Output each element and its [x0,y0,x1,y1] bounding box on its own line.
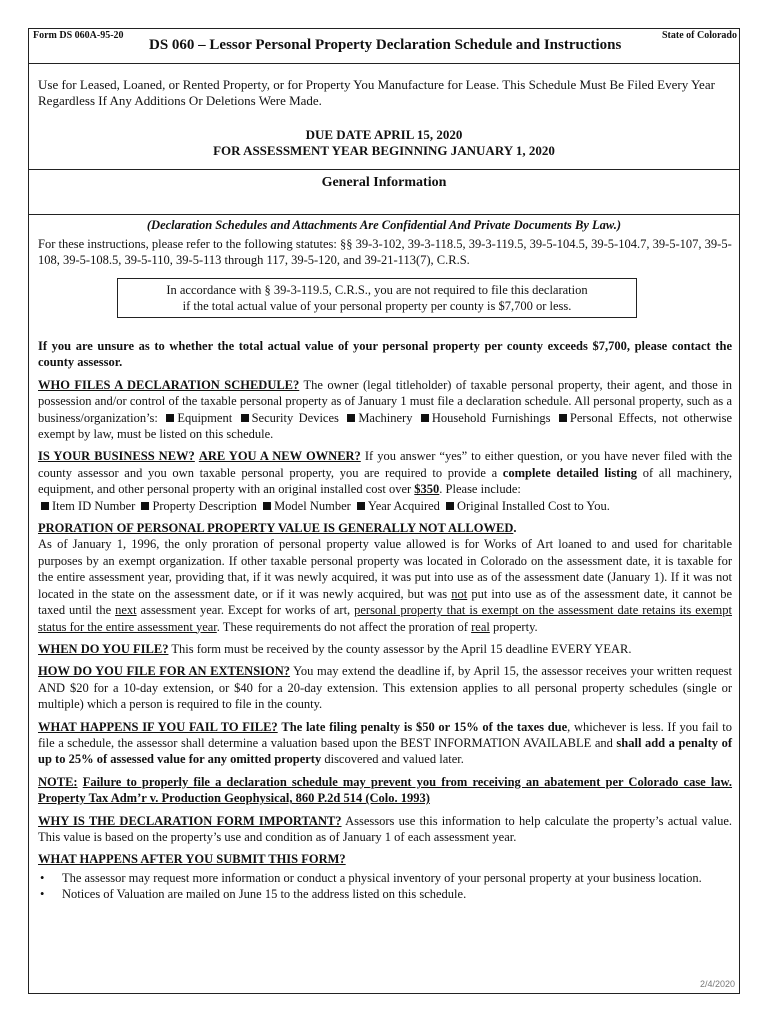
due-date-line: DUE DATE APRIL 15, 2020 [305,127,463,142]
assessment-year-line: FOR ASSESSMENT YEAR BEGINNING JANUARY 1, 2020 [213,143,555,158]
square-bullet-icon [357,502,365,510]
required-field-item: Original Installed Cost to You. [457,498,610,513]
after-section [38,851,732,867]
who-files-text: The owner (legal titleholder) of taxable personal property, their agent, and those in possession and/or control of the taxable personal property as of January 1 must file a declaration schedule. All personal property, such as a business/organization’s: [38,377,732,425]
new-business-text: of all machinery, equipment, and other personal property with an original installed cost over [38,465,732,497]
unsure-paragraph: If you are unsure as to whether the total actual value of your personal property per county exceeds $7,700, please contact the county assessor. [38,339,732,370]
required-field-item: Item ID Number [52,498,136,513]
required-field-item: Model Number [274,498,351,513]
square-bullet-icon [559,414,567,422]
proration-section: PRORATION OF PERSONAL PROPERTY VALUE IS GENERALLY NOT ALLOWED. As of January 1, 1996, the only proration of personal property value allowed is for Works of Art loaned to and used for charitable purposes by an exempt organization. If other taxable personal property was located in Colorado on the assessment date, it is taxable for the entire assessment year, providing that, if it was newly acquired, it was put into use as of the assessment date (January 1). If it was not located in the state on the assessment date, or if it was newly acquired, but was not put into use as of the assessment date, it cannot be taxed until the next assessment year. Except for works of art, personal property that is exempt on the assessment date retains its exempt status for the entire assessment year. These requirements do not affect the proration of real property. [38,521,733,634]
square-bullet-icon [421,414,429,422]
new-business-heading: IS YOUR BUSINESS NEW? [38,449,195,464]
fail-section [38,719,732,768]
document-page [28,28,740,994]
who-files-item: Equipment [177,410,233,425]
form-id: Form DS 060A-95-20 [33,30,124,41]
exemption-line-2: if the total actual value of your personal property per county is $7,700 or less. [182,299,572,313]
list-item: • The assessor may request more information or conduct a physical inventory of your personal property at your business location. [62,870,732,886]
important-section [38,813,732,846]
proration-text: assessment year. Except for works of art, [140,603,351,618]
after-list [38,870,732,903]
who-files-heading: WHO FILES A DECLARATION SCHEDULE? [38,377,300,392]
page-title: DS 060 – Lessor Personal Property Declaration Schedule and Instructions [149,37,622,53]
who-files-item: Security Devices [251,410,339,425]
due-date-block [29,127,739,159]
header [29,29,739,64]
detailed-listing-label: complete detailed listing [502,465,638,480]
fail-text: , whichever is less. If you fail to file a schedule, the assessor shall determine a valuation based upon the BEST INFORMATION AVAILABLE and [38,719,732,750]
state-label: State of Colorado [662,30,737,41]
cost-threshold: $350 [414,482,440,497]
proration-text: . These requirements do not affect the proration of [216,619,468,634]
fail-text: discovered and valued later. [324,752,464,767]
square-bullet-icon [263,502,271,510]
instructions-body [38,338,732,903]
required-field-item: Property Description [152,498,257,513]
case-citation: Property Tax Adm’r v. Production Geophysical, 860 P.2d 514 (Colo. 1993) [38,791,430,806]
who-files-item: Household Furnishings [431,410,551,425]
important-text: Assessors use this information to help calculate the property’s actual value. This value is based on the property’s use and condition as of January 1 of each assessment year. [38,813,732,844]
when-file-text: This form must be received by the county assessor by the April 15 deadline EVERY YEAR. [171,641,632,656]
late-penalty-text: The late filing penalty is $50 or 15% of the taxes due [281,719,568,734]
proration-emphasis: next [115,603,137,618]
when-file-section [38,641,732,657]
important-heading: WHY IS THE DECLARATION FORM IMPORTANT? [38,813,342,828]
required-field-item: Year Acquired [367,498,440,513]
square-bullet-icon [241,414,249,422]
footer-date: 2/4/2020 [699,979,735,989]
fail-heading: WHAT HAPPENS IF YOU FAIL TO FILE? [38,719,278,734]
list-item: • Notices of Valuation are mailed on June 15 to the address listed on this schedule. [62,886,732,902]
square-bullet-icon [41,502,49,510]
general-info-heading: General Information [29,169,739,215]
note-text: Failure to properly file a declaration schedule may prevent you from receiving an abatement per Colorado case law. [82,774,733,789]
extension-section [38,663,732,712]
omitted-penalty-text: shall add a penalty of up to 25% of assessed value for any omitted property [38,735,732,767]
proration-text: As of January 1, 1996, the only proration of personal property value allowed is for Works of Art loaned to and used for charitable purposes by an exempt organization. If other taxable personal property was located in Colorado on the assessment date, it is taxable for the entire assessment year, providing that, if it was newly acquired, it was put into use as of the assessment date (January 1). If it was not located in the state on the assessment date, or if it was newly acquired, but was [38,537,732,601]
new-business-text: If you answer “yes” to either question, or you have never filed with the county assessor and you own taxable personal property, you are required to provide a [38,449,732,480]
statutes-text: For these instructions, please refer to the following statutes: §§ 39-3-102, 39-3-118.5, 39-3-119.5, 39-5-104.5, 39-5-104.7, 39-5-107, 39-5-108, 39-5-108.5, 39-5-110, 39-5-113 through 117, 39-5-120, and 39-21-113(7), C.R.S. [38,237,732,267]
proration-emphasis: not [451,586,468,601]
proration-heading: PRORATION OF PERSONAL PROPERTY VALUE IS GENERALLY NOT ALLOWED [38,521,514,536]
square-bullet-icon [446,502,454,510]
proration-text: property. [492,619,538,634]
exemption-line-1: In accordance with § 39-3-119.5, C.R.S., you are not required to file this declaration [166,283,588,297]
proration-text: put into use as of the assessment date, it cannot be taxed until the [38,586,733,618]
square-bullet-icon [141,502,149,510]
note-section [38,774,732,807]
who-files-item: Personal Effects, not otherwise exempt by law, must be listed on this schedule. [38,410,733,442]
exemption-box [117,278,637,318]
confidential-note: (Declaration Schedules and Attachments Are Confidential And Private Documents By Law.) [146,218,622,232]
intro-text: Use for Leased, Loaned, or Rented Property, or for Property You Manufacture for Lease. This Schedule Must Be Filed Every Year Regardless If Any Additions Or Deletions Were Made. [38,77,715,108]
note-label: NOTE: [38,774,78,789]
extension-heading: HOW DO YOU FILE FOR AN EXTENSION? [38,664,291,679]
new-business-text: . Please include: [439,482,521,497]
who-files-section [38,377,732,443]
proration-emphasis: personal property that is exempt on the assessment date retains its exempt status for the entire assessment year [38,603,732,634]
after-heading: WHAT HAPPENS AFTER YOU SUBMIT THIS FORM? [38,852,346,867]
who-files-item: Machinery [358,410,413,425]
proration-emphasis: real [471,619,490,634]
new-business-section [38,448,732,514]
square-bullet-icon [166,414,174,422]
when-file-heading: WHEN DO YOU FILE? [38,641,169,656]
new-owner-heading: ARE YOU A NEW OWNER? [198,449,361,464]
square-bullet-icon [347,414,355,422]
extension-text: You may extend the deadline if, by April 15, the assessor receives your written request AND $20 for a 10-day extension, or $40 for a 20-day extension. This extension applies to all personal property schedules (single or multiple) which a person is required to file in the county. [38,664,732,712]
